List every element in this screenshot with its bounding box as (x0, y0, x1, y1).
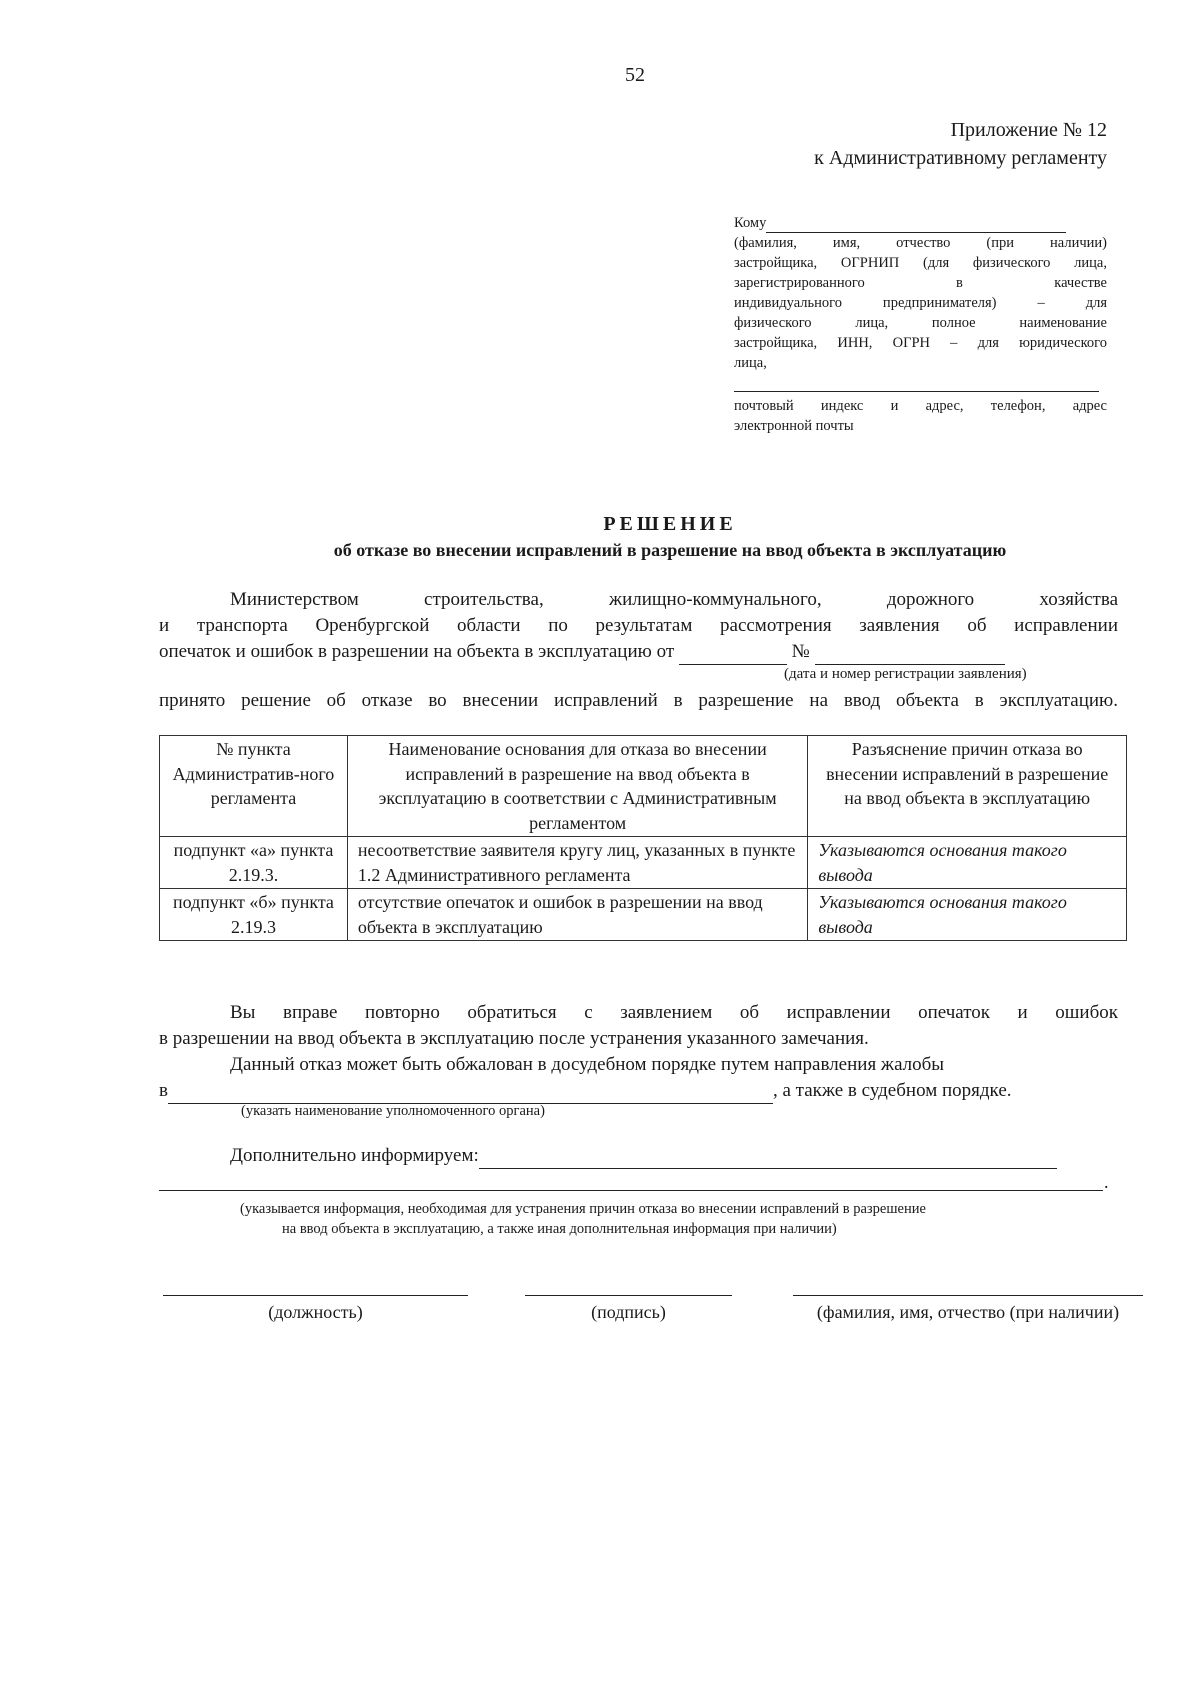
additional-info-blank (479, 1148, 1057, 1169)
number-sign: № (791, 641, 810, 662)
additional-info-line (230, 1143, 1057, 1169)
table-row (160, 837, 1127, 889)
addressee-block (734, 213, 1107, 436)
intro-line-3-text: опечаток и ошибок в разрешении на объекта в эксплуатацию от (159, 641, 675, 662)
addressee-line: (фамилия, имя, отчество (при наличии) (734, 235, 1107, 251)
addressee-line: индивидуального предпринимателя) – для (734, 295, 1107, 311)
addressee-line: застройщика, ИНН, ОГРН – для юридического (734, 335, 1107, 351)
table-header-row (160, 736, 1127, 837)
authority-caption: (указать наименование уполномоченного органа) (241, 1103, 545, 1119)
addressee-to-line (734, 213, 1107, 233)
page-number: 52 (625, 64, 645, 86)
reapply-line-2: в разрешении на ввод объекта в эксплуатацию после устранения указанного замечания. (159, 1028, 869, 1049)
appendix-reference (814, 116, 1107, 172)
decision-subtitle: об отказе во внесении исправлений в разрешение на ввод объекта в эксплуатацию (333, 540, 1007, 560)
addressee-to-label: Кому (734, 215, 767, 231)
table-cell-item: подпункт «а» пункта 2.19.3. (160, 837, 348, 889)
reapply-line-1: Вы вправе повторно обратиться с заявлением об исправлении опечаток и ошибок (230, 1002, 1118, 1023)
intro-line-4: принято решение об отказе во внесении исправлений в разрешение на ввод объекта в эксплуатацию. (159, 690, 1118, 711)
date-number-caption: (дата и номер регистрации заявления) (784, 666, 1027, 682)
decision-title: РЕШЕНИЕ (603, 513, 737, 535)
signature-caption: (подпись) (591, 1302, 666, 1322)
addressee-line: зарегистрированного в качестве (734, 275, 1107, 291)
additional-info-caption-1: (указывается информация, необходимая для устранения причин отказа во внесении исправлений в разрешение (240, 1201, 926, 1217)
table-cell-explanation: Указываются основания такого вывода (808, 889, 1127, 941)
additional-info-period: . (1104, 1172, 1109, 1192)
table-cell-item: подпункт «б» пункта 2.19.3 (160, 889, 348, 941)
intro-line-2: и транспорта Оренбургской области по результатам рассмотрения заявления об исправлении (159, 615, 1118, 636)
table-header-cell: Разъяснение причин отказа во внесении исправлений в разрешение на ввод объекта в эксплуатацию (808, 736, 1127, 837)
intro-line-1: Министерством строительства, жилищно-коммунального, дорожного хозяйства (230, 589, 1118, 610)
table-cell-reason: несоответствие заявителя кругу лиц, указанных в пункте 1.2 Административного регламента (347, 837, 807, 889)
full-name-caption: (фамилия, имя, отчество (при наличии) (816, 1302, 1120, 1322)
table-cell-explanation: Указываются основания такого вывода (808, 837, 1127, 889)
appeal-line-1: Данный отказ может быть обжалован в досудебном порядке путем направления жалобы (230, 1054, 945, 1075)
addressee-line: лица, (734, 355, 767, 371)
table-cell-reason: отсутствие опечаток и ошибок в разрешении на ввод объекта в эксплуатацию (347, 889, 807, 941)
addressee-address-line: электронной почты (734, 418, 854, 434)
addressee-line: физического лица, полное наименование (734, 315, 1107, 331)
addressee-blank (766, 218, 1066, 233)
appeal-suffix: , а также в судебном порядке. (772, 1080, 1012, 1101)
position-line (163, 1295, 468, 1296)
table-header-cell: Наименование основания для отказа во внесении исправлений в разрешение на ввод объекта в эксплуатацию в соответствии с Административным регламентом (347, 736, 807, 837)
application-number-blank (815, 644, 1005, 665)
application-date-blank (679, 644, 787, 665)
appendix-regulation: к Административному регламенту (814, 147, 1107, 169)
additional-info-label: Дополнительно информируем: (230, 1145, 479, 1166)
appeal-prefix: в (159, 1080, 168, 1101)
full-name-line (793, 1295, 1143, 1296)
addressee-address-line: почтовый индекс и адрес, телефон, адрес (734, 398, 1107, 414)
appeal-line-2 (159, 1078, 1012, 1104)
position-caption: (должность) (268, 1302, 363, 1322)
table-header-cell: № пункта Административ-ного регламента (160, 736, 348, 837)
refusal-reasons-table (159, 735, 1127, 941)
intro-line-3 (159, 639, 1005, 665)
additional-info-blank-line (159, 1190, 1103, 1191)
signature-line (525, 1295, 732, 1296)
addressee-line: застройщика, ОГРНИП (для физического лица, (734, 255, 1107, 271)
table-row (160, 889, 1127, 941)
appendix-number: Приложение № 12 (950, 119, 1107, 141)
authority-blank (168, 1083, 773, 1104)
additional-info-caption-2: на ввод объекта в эксплуатацию, а также иная дополнительная информация при наличии) (282, 1221, 837, 1237)
addressee-address-blank (734, 373, 1099, 392)
